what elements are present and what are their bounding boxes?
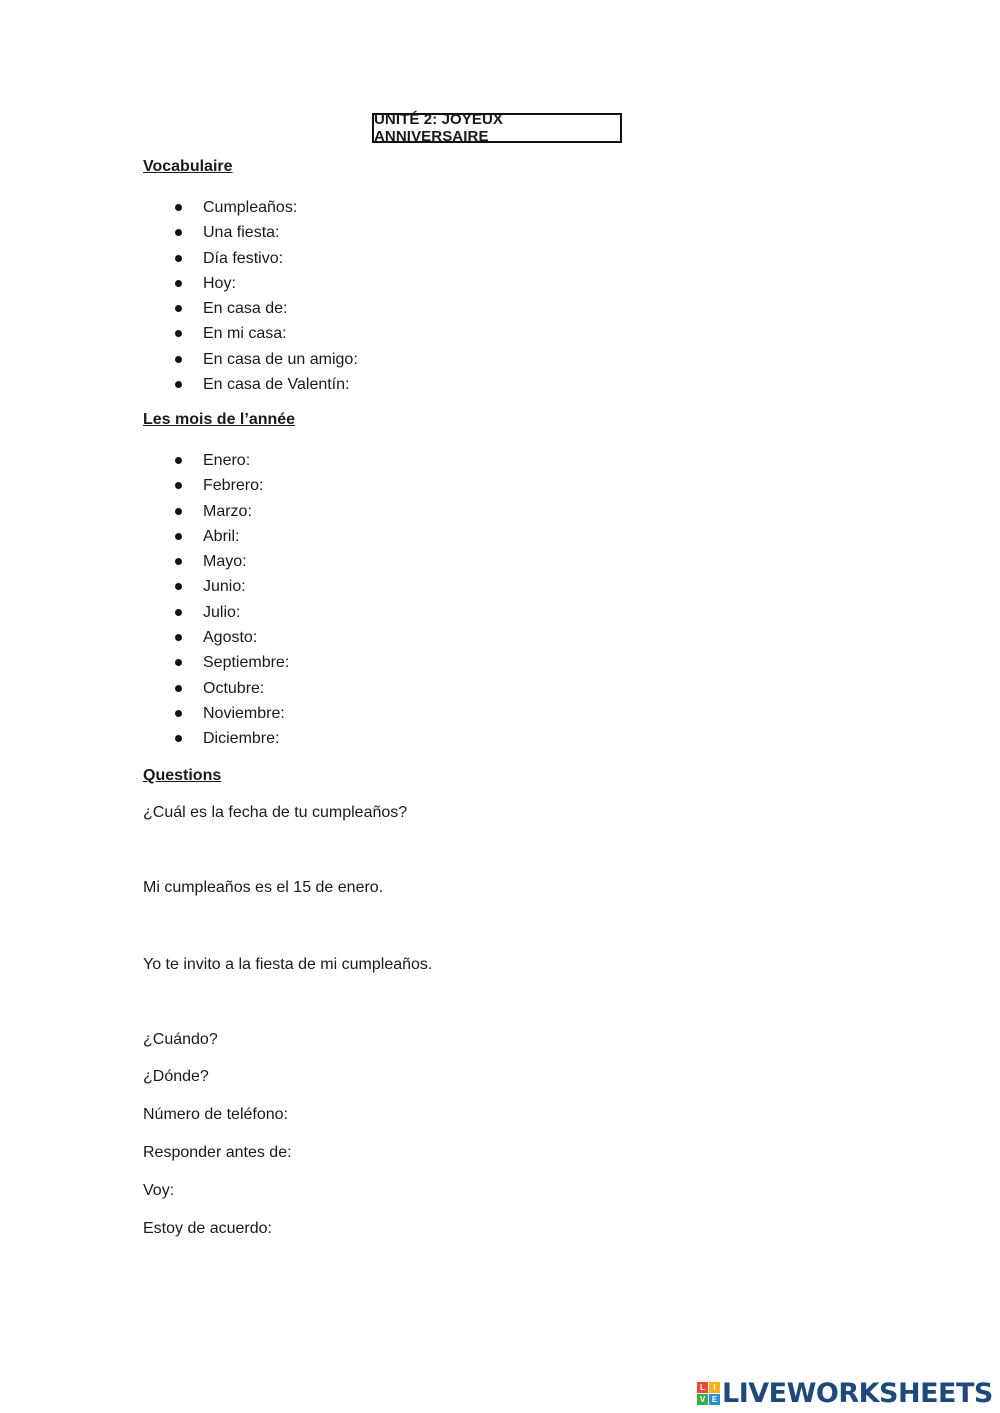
vocabulaire-list [143, 195, 358, 397]
list-item: Septiembre: [143, 650, 289, 675]
bullet-icon [175, 356, 182, 363]
bullet-icon [175, 255, 182, 262]
bullet-icon [175, 659, 182, 666]
questions-heading: Questions [143, 767, 222, 784]
mois-heading: Les mois de l’année [143, 411, 296, 428]
logo-letter: V [697, 1394, 708, 1405]
bullet-icon [175, 558, 182, 565]
question-line: Voy: [143, 1182, 175, 1199]
bullet-icon [175, 457, 182, 464]
question-line: Mi cumpleaños es el 15 de enero. [143, 879, 384, 896]
page-title: UNITÉ 2: JOYEUX ANNIVERSAIRE [372, 113, 622, 143]
question-line: ¿Cuándo? [143, 1031, 218, 1048]
bullet-icon [175, 482, 182, 489]
bullet-icon [175, 583, 182, 590]
list-item: En casa de: [143, 296, 358, 321]
list-item: En mi casa: [143, 321, 358, 346]
question-line: Número de teléfono: [143, 1106, 288, 1123]
liveworksheets-logo [697, 1378, 993, 1408]
list-item: Noviembre: [143, 701, 289, 726]
list-item: Hoy: [143, 271, 358, 296]
vocabulaire-heading: Vocabulaire [143, 158, 233, 175]
question-line: Estoy de acuerdo: [143, 1220, 272, 1237]
list-item: Enero: [143, 448, 289, 473]
bullet-icon [175, 330, 182, 337]
list-item: Una fiesta: [143, 220, 358, 245]
bullet-icon [175, 305, 182, 312]
bullet-icon [175, 204, 182, 211]
list-item: Junio: [143, 574, 289, 599]
list-item: Abril: [143, 524, 289, 549]
list-item: Marzo: [143, 499, 289, 524]
question-line: Yo te invito a la fiesta de mi cumpleaños. [143, 956, 433, 973]
mois-list [143, 448, 289, 752]
logo-letter: L [697, 1382, 708, 1393]
list-item: Julio: [143, 600, 289, 625]
bullet-icon [175, 634, 182, 641]
liveworksheets-icon [697, 1382, 720, 1405]
bullet-icon [175, 710, 182, 717]
bullet-icon [175, 229, 182, 236]
list-item: Día festivo: [143, 246, 358, 271]
logo-text: LIVEWORKSHEETS [722, 1377, 993, 1409]
list-item: Octubre: [143, 676, 289, 701]
bullet-icon [175, 381, 182, 388]
question-line: ¿Cuál es la fecha de tu cumpleaños? [143, 804, 408, 821]
bullet-icon [175, 685, 182, 692]
bullet-icon [175, 735, 182, 742]
logo-letter: I [709, 1382, 720, 1393]
bullet-icon [175, 280, 182, 287]
bullet-icon [175, 533, 182, 540]
logo-letter: E [709, 1394, 720, 1405]
list-item: Cumpleaños: [143, 195, 358, 220]
list-item: En casa de un amigo: [143, 347, 358, 372]
list-item: Febrero: [143, 473, 289, 498]
bullet-icon [175, 609, 182, 616]
list-item: Diciembre: [143, 726, 289, 751]
list-item: Mayo: [143, 549, 289, 574]
question-line: ¿Dónde? [143, 1068, 209, 1085]
list-item: Agosto: [143, 625, 289, 650]
list-item: En casa de Valentín: [143, 372, 358, 397]
question-line: Responder antes de: [143, 1144, 292, 1161]
bullet-icon [175, 508, 182, 515]
